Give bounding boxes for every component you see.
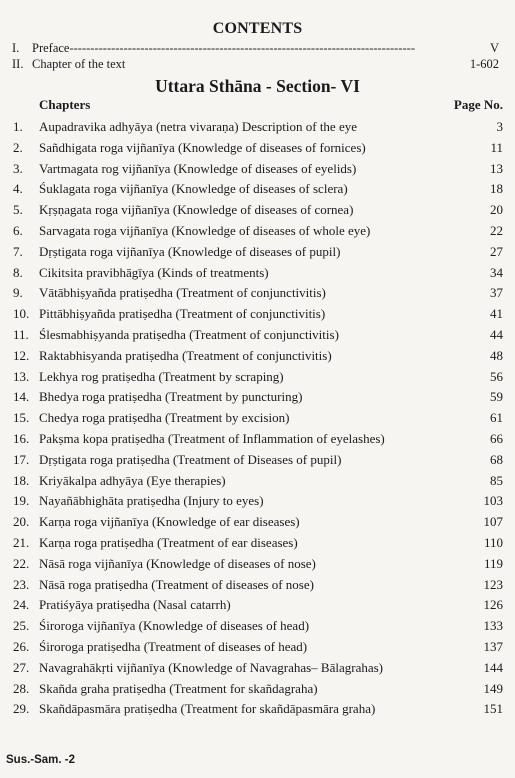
chapter-row: [0, 450, 515, 471]
chapter-title: Skañda graha pratiṣedha (Treatment for skañdagraha): [39, 680, 318, 696]
chapter-number: 4.: [13, 181, 23, 197]
chapter-page: 110: [483, 534, 503, 550]
chapter-row: [0, 325, 515, 346]
chapter-title: Navagrahākṛti vijñanīya (Knowledge of Navagrahas– Bālagrahas): [39, 659, 383, 675]
chapter-row: [0, 159, 515, 180]
chapter-title: Skañdāpasmāra pratiṣedha (Treatment for skañdāpasmāra graha): [39, 701, 376, 717]
chapter-page: 59: [490, 389, 503, 405]
chapter-row: [0, 533, 515, 554]
chapter-page: 48: [490, 347, 503, 363]
chapter-page: 103: [483, 493, 503, 509]
chapter-row: [0, 679, 515, 700]
chapter-page: 13: [490, 160, 503, 176]
chapter-page: 37: [490, 285, 503, 301]
chapter-number: 6.: [13, 222, 23, 238]
chapter-title: Aupadravika adhyāya (netra vivaraṇa) Description of the eye: [39, 119, 357, 134]
chapter-row: [0, 616, 515, 637]
chapter-title: Sañdhigata roga vijñanīya (Knowledge of diseases of fornices): [39, 139, 366, 155]
chapter-page: 11: [490, 139, 503, 155]
chapter-row: [0, 491, 515, 512]
chapter-page: 107: [483, 514, 503, 530]
prelim-page: 1-602: [469, 57, 499, 71]
prelim-label: Preface: [32, 41, 70, 55]
chapter-row: [0, 512, 515, 533]
chapter-row: [0, 471, 515, 492]
chapter-list: [0, 117, 515, 720]
chapter-number: 25.: [13, 618, 30, 634]
chapter-page: 22: [490, 222, 503, 238]
section-heading: Uttara Sthāna - Section- VI: [155, 76, 360, 96]
chapter-row: [0, 304, 515, 325]
chapter-row: [0, 367, 515, 388]
chapter-title: Nāsā roga vijñanīya (Knowledge of diseases of nose): [39, 555, 316, 571]
chapter-number: 12.: [13, 347, 30, 363]
chapter-page: 56: [490, 368, 503, 384]
chapter-row: [0, 637, 515, 658]
chapter-row: [0, 346, 515, 367]
chapter-page: 34: [490, 264, 503, 280]
chapter-row: [0, 408, 515, 429]
chapter-number: 13.: [13, 368, 30, 384]
chapter-page: 119: [483, 555, 503, 571]
chapter-number: 8.: [13, 264, 23, 280]
chapter-row: [0, 699, 515, 720]
chapter-number: 28.: [13, 680, 30, 696]
prelim-number: II.: [12, 57, 24, 71]
chapter-page: 137: [483, 638, 503, 654]
chapter-row: [0, 575, 515, 596]
chapter-number: 24.: [13, 597, 30, 613]
chapter-number: 18.: [13, 472, 30, 488]
chapter-number: 29.: [13, 701, 30, 717]
chapter-title: Chedya roga pratiṣedha (Treatment by excision): [39, 410, 290, 426]
chapter-page: 126: [483, 597, 503, 613]
chapter-number: 20.: [13, 514, 30, 530]
dot-leader: -----------------------------------------------------------------------------------: [69, 41, 415, 55]
chapter-number: 21.: [13, 534, 30, 550]
chapter-number: 19.: [13, 493, 30, 509]
chapter-page: 123: [483, 576, 503, 592]
chapter-title: Vartmagata rog vijñanīya (Knowledge of diseases of eyelids): [39, 160, 357, 176]
chapter-page: 27: [490, 243, 503, 259]
prelim-page: V: [489, 41, 499, 55]
chapter-row: [0, 554, 515, 575]
chapter-row: [0, 200, 515, 221]
chapter-title: Karṇa roga vijñanīya (Knowledge of ear diseases): [39, 514, 300, 530]
prelim-label: Chapter of the text: [32, 57, 126, 71]
chapter-title: Pratiśyāya pratiṣedha (Nasal catarrh): [39, 597, 231, 613]
chapter-number: 3.: [13, 160, 23, 176]
chapter-title: Bhedya roga pratiṣedha (Treatment by puncturing): [39, 389, 303, 405]
chapter-number: 14.: [13, 389, 30, 405]
chapter-title: Dṛṣtigata roga pratiṣedha (Treatment of Diseases of pupil): [39, 451, 342, 467]
prelim-row: [12, 57, 503, 75]
chapter-title: Kriyākalpa adhyāya (Eye therapies): [39, 472, 226, 488]
chapter-title: Nayañābhighāta pratiṣedha (Injury to eyes): [39, 493, 264, 509]
chapter-number: 9.: [13, 285, 23, 301]
chapter-title: Sarvagata roga vijñanīya (Knowledge of diseases of whole eye): [39, 222, 371, 238]
chapter-page: 68: [490, 451, 503, 467]
chapter-row: [0, 221, 515, 242]
chapter-number: 27.: [13, 659, 30, 675]
chapter-title: Śiroroga pratiṣedha (Treatment of diseases of head): [39, 638, 308, 654]
chapter-title: Vātābhiṣyañda pratiṣedha (Treatment of conjunctivitis): [39, 285, 326, 301]
page-title: CONTENTS: [212, 20, 303, 37]
page-column-header: Page No.: [453, 97, 503, 112]
chapter-number: 10.: [13, 306, 30, 322]
chapter-page: 85: [490, 472, 503, 488]
chapter-row: [0, 242, 515, 263]
chapter-row: [0, 283, 515, 304]
chapter-title: Śiroroga vijñanīya (Knowledge of diseases of head): [39, 618, 310, 634]
chapter-row: [0, 387, 515, 408]
chapter-page: 66: [490, 430, 503, 446]
chapters-column-header: Chapters: [39, 97, 91, 112]
chapter-number: 11.: [13, 326, 29, 342]
chapter-page: 41: [490, 306, 503, 322]
chapter-number: 15.: [13, 410, 30, 426]
chapter-row: [0, 595, 515, 616]
chapter-number: 22.: [13, 555, 30, 571]
chapter-page: 44: [490, 326, 503, 342]
chapter-row: [0, 138, 515, 159]
chapter-number: 1.: [13, 119, 23, 134]
chapter-title: Dṛṣtigata roga vijñanīya (Knowledge of diseases of pupil): [39, 243, 341, 259]
chapter-number: 23.: [13, 576, 30, 592]
chapter-row: [0, 117, 515, 138]
chapter-page: 3: [496, 119, 503, 134]
footer-signature: Sus.-Sam. -2: [6, 754, 76, 766]
prelim-number: I.: [12, 41, 20, 55]
chapter-row: [0, 658, 515, 679]
chapter-title: Nāsā roga pratiṣedha (Treatment of diseases of nose): [39, 576, 314, 592]
chapter-number: 17.: [13, 451, 30, 467]
chapter-row: [0, 263, 515, 284]
chapter-title: Pittābhiṣyañda pratiṣedha (Treatment of conjunctivitis): [39, 306, 326, 322]
chapter-title: Raktabhisyanda pratiṣedha (Treatment of conjunctivitis): [39, 347, 332, 363]
chapter-title: Ślesmabhiṣyanda pratiṣedha (Treatment of conjunctivitis): [39, 326, 339, 342]
chapter-page: 133: [483, 618, 503, 634]
chapter-title: Śuklagata roga vijñanīya (Knowledge of diseases of sclera): [39, 181, 348, 197]
chapter-page: 61: [490, 410, 503, 426]
chapter-number: 2.: [13, 139, 23, 155]
chapter-page: 144: [483, 659, 503, 675]
chapter-row: [0, 429, 515, 450]
chapter-page: 151: [483, 701, 503, 717]
chapter-number: 5.: [13, 202, 23, 218]
chapter-row: [0, 179, 515, 200]
chapter-page: 20: [490, 202, 503, 218]
chapter-title: Pakṣma kopa pratiṣedha (Treatment of Inflammation of eyelashes): [39, 430, 385, 446]
chapter-number: 16.: [13, 430, 30, 446]
chapter-page: 149: [483, 680, 503, 696]
chapter-number: 7.: [13, 243, 23, 259]
chapter-title: Lekhya rog pratiṣedha (Treatment by scraping): [39, 368, 284, 384]
chapter-page: 18: [490, 181, 503, 197]
chapter-title: Kṛṣṇagata roga vijñanīya (Knowledge of diseases of cornea): [39, 202, 354, 218]
chapter-number: 26.: [13, 638, 30, 654]
chapter-title: Cikitsita pravibhāgīya (Kinds of treatments): [39, 264, 269, 280]
chapter-title: Karṇa roga pratiṣedha (Treatment of ear diseases): [39, 534, 298, 550]
